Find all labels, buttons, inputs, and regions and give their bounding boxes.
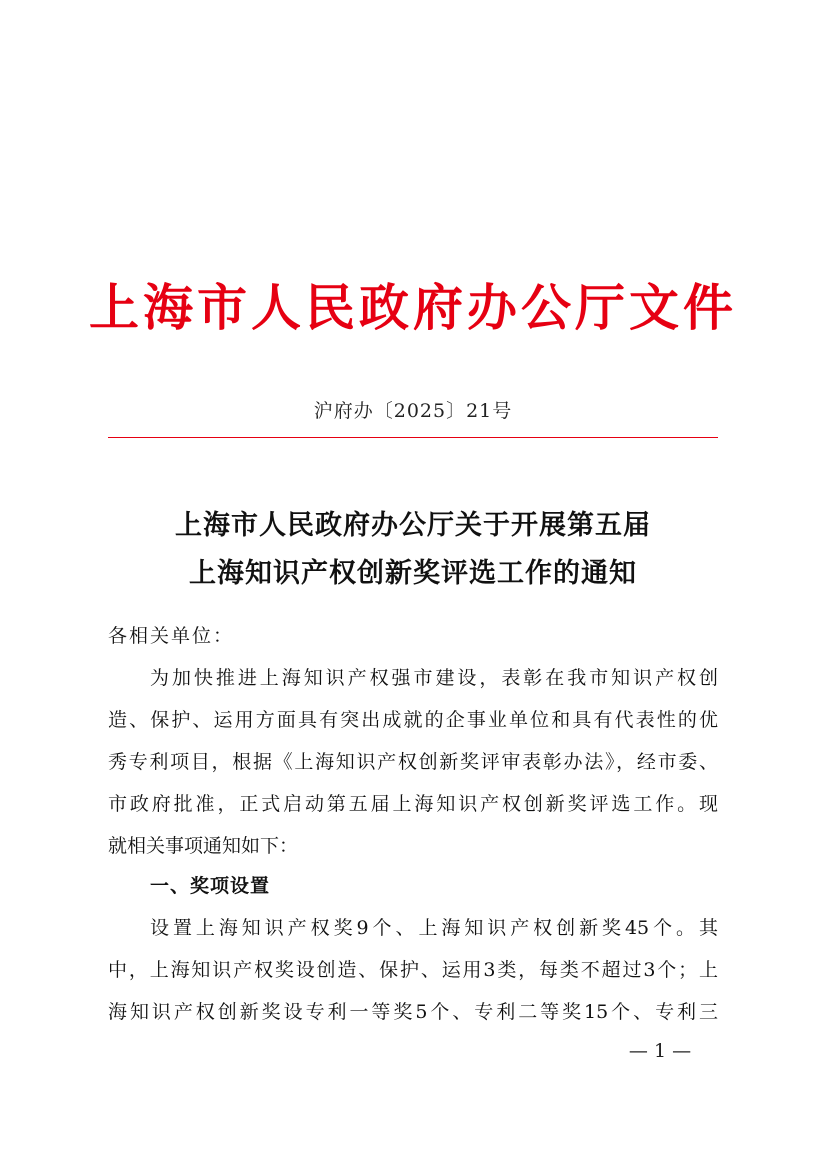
- section-heading: 一、奖项设置: [150, 875, 271, 897]
- paragraph-line: 设置上海知识产权奖9个、上海知识产权创新奖45个。其: [150, 917, 718, 939]
- paragraph-line: 为加快推进上海知识产权强市建设，表彰在我市知识产权创: [150, 667, 718, 689]
- paragraph-line: 就相关事项通知如下：: [108, 835, 299, 857]
- document-number: 沪府办〔2025〕21号: [313, 400, 513, 422]
- paragraph-line: 中，上海知识产权奖设创造、保护、运用3类，每类不超过3个；上: [108, 959, 718, 981]
- red-separator-line: [108, 437, 718, 438]
- salutation: 各相关单位：: [108, 625, 235, 647]
- paragraph-line: 造、保护、运用方面具有突出成就的企事业单位和具有代表性的优: [108, 709, 718, 731]
- masthead-title: 上海市人民政府办公厅文件: [89, 278, 737, 337]
- paragraph-line: 海知识产权创新奖设专利一等奖5个、专利二等奖15个、专利三: [108, 1001, 718, 1023]
- paragraph-line: 秀专利项目，根据《上海知识产权创新奖评审表彰办法》，经市委、: [108, 751, 718, 773]
- paragraph-line: 市政府批准，正式启动第五届上海知识产权创新奖评选工作。现: [108, 793, 718, 815]
- notice-title-line-1: 上海市人民政府办公厅关于开展第五届: [175, 510, 651, 541]
- notice-title-line-2: 上海知识产权创新奖评选工作的通知: [189, 558, 637, 589]
- page-number: — 1 —: [628, 1040, 692, 1062]
